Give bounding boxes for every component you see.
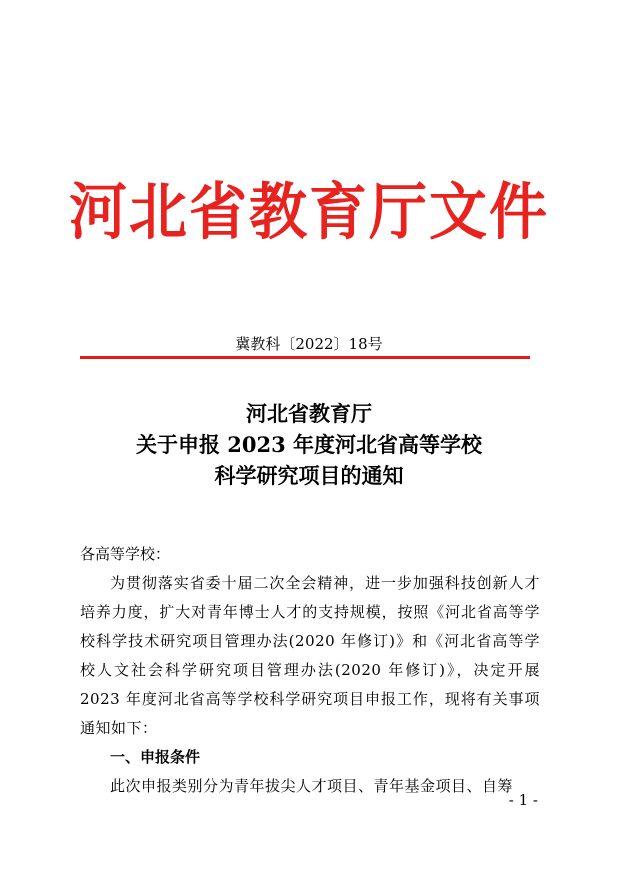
red-divider-line — [80, 356, 530, 359]
notice-title-line-3: 科学研究项目的通知 — [214, 463, 404, 488]
salutation: 各高等学校： — [80, 545, 171, 563]
body-paragraph-1: 为贯彻落实省委十届二次全会精神，进一步加强科技创新人才培养力度，扩大对青年博士人才的支持规模，按照《河北省高等学校科学技术研究项目管理办法(2020 年修订)》和《河北省高等学校人文社会科学研究项目管理办法(2020 年修订)》，决定开展 2023 年度河北省高等学校科学研究项目申报工作，现将有关事项通知如下： — [80, 574, 540, 737]
notice-body — [80, 540, 540, 801]
issuer-title: 河北省教育厅文件 — [68, 175, 549, 249]
notice-title-line-2: 关于申报 2023 年度河北省高等学校 — [135, 432, 483, 457]
page-number: - 1 - — [508, 791, 538, 809]
notice-title — [0, 398, 618, 491]
notice-title-line-1: 河北省教育厅 — [246, 401, 372, 426]
document-number: 冀教科〔2022〕18号 — [235, 335, 383, 353]
body-paragraph-2: 此次申报类别分为青年拔尖人才项目、青年基金项目、自筹 — [110, 777, 514, 795]
section-heading-1: 一、申报条件 — [110, 748, 201, 766]
